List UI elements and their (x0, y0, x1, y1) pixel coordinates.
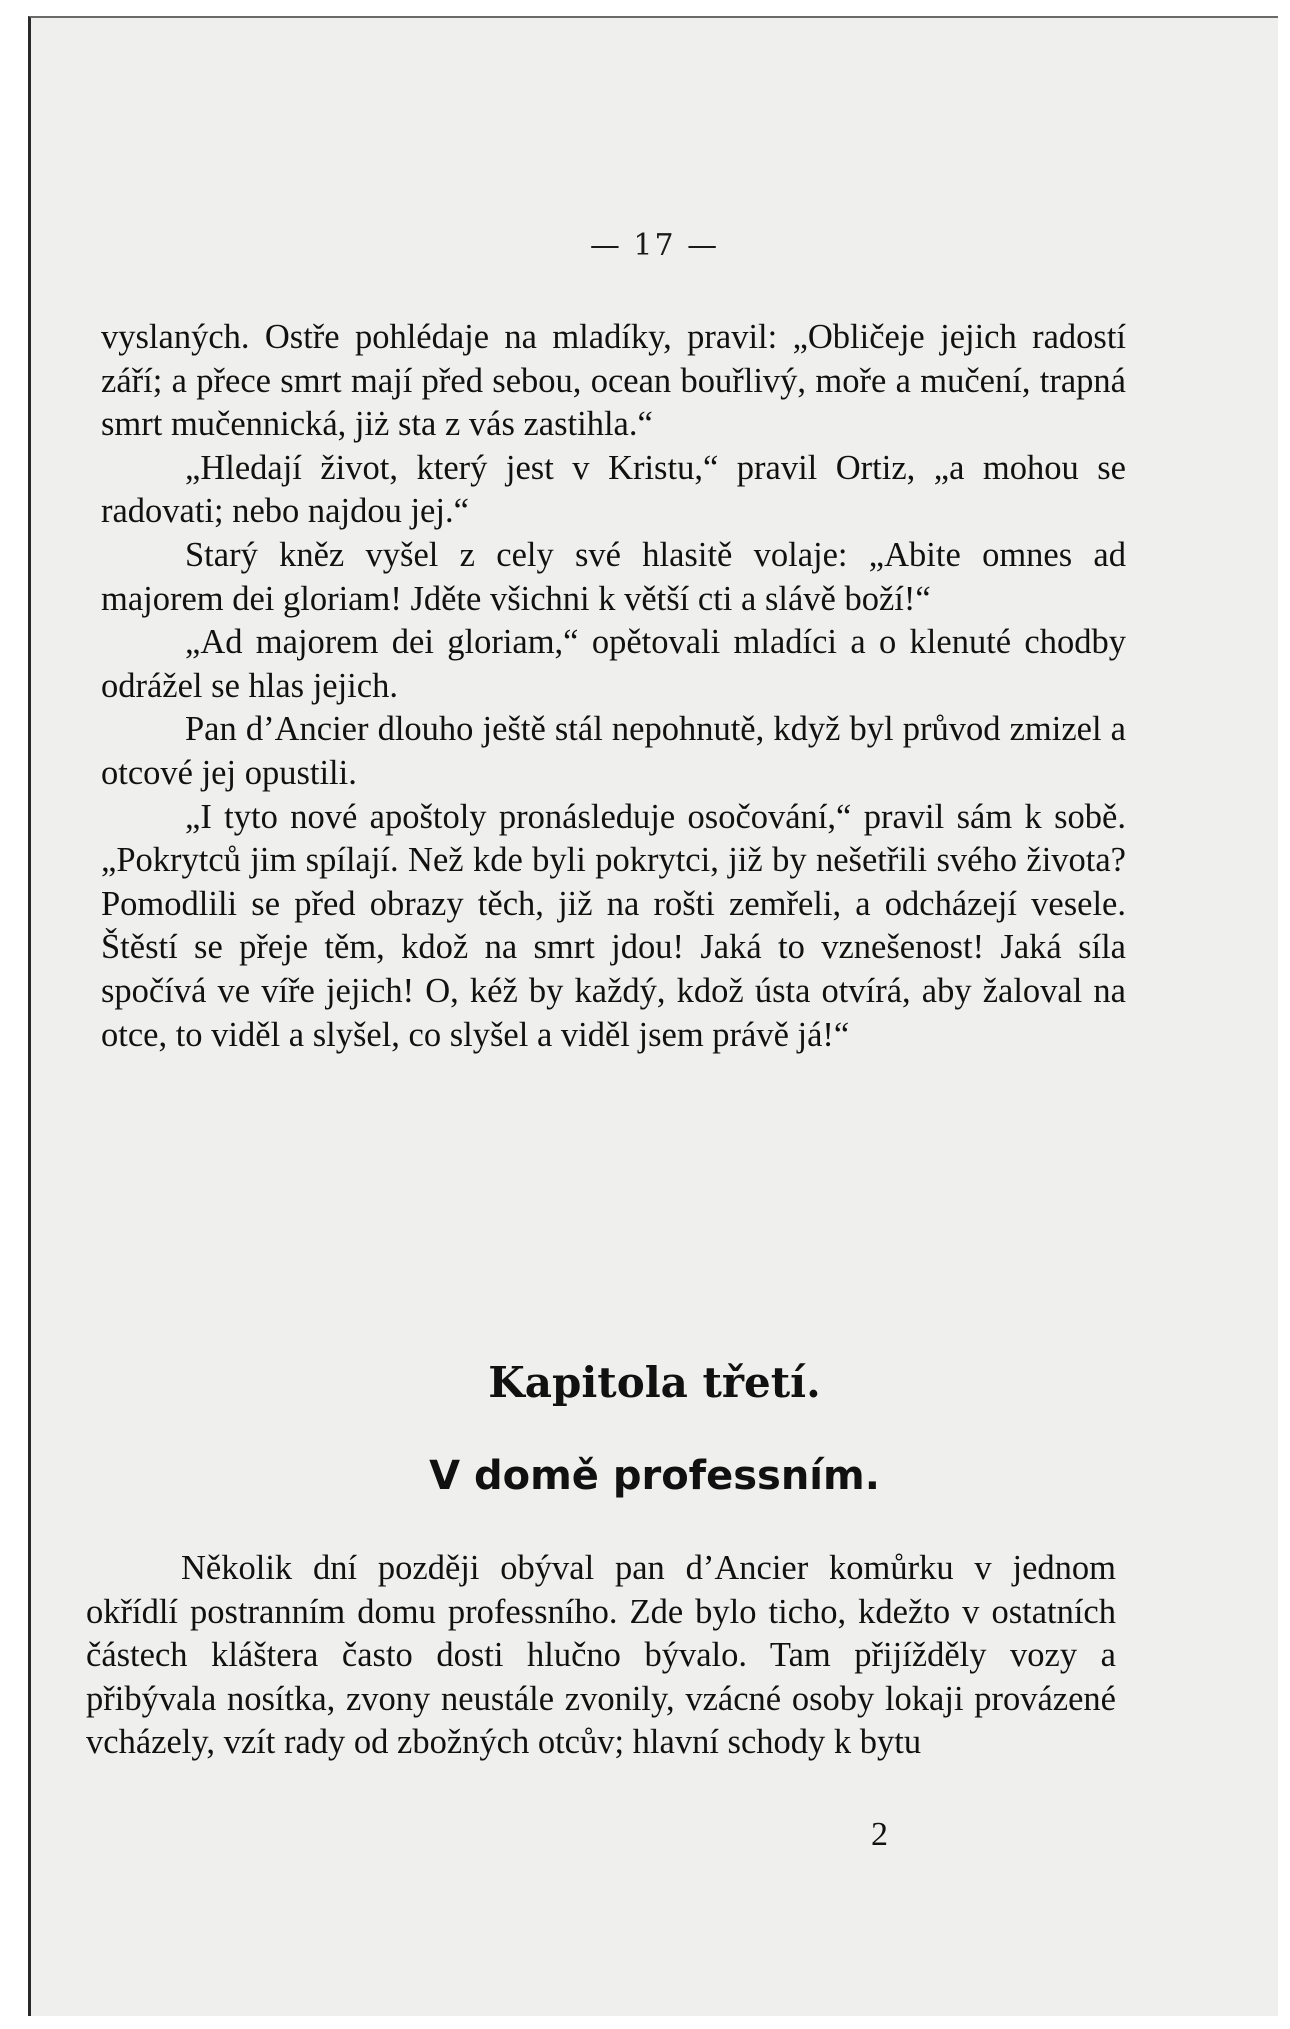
page-number: — 17 — (589, 228, 720, 263)
paragraph: Pan d’Ancier dlouho ještě stál nepohnutě, když byl průvod zmizel a otcové jej opustili. (101, 710, 1126, 792)
paragraph: Několik dní později obýval pan d’Ancier komůrku v jednom okřídlí postranním domu professního. Zde bylo ticho, kdežto v ostatních částech kláštera často dosti hlučno bývalo. Tam přijížděly vozy a přibývala nosítka, zvony neustále zvonily, vzácné osoby lokaji provázené vcházely, vzít rady od zbožných otcův; hlavní schody k bytu (86, 1549, 1116, 1762)
body-text (101, 316, 1126, 1057)
chapter-body-text (86, 1547, 1116, 1765)
chapter-subtitle: V domě professním. (429, 1453, 880, 1499)
book-page (28, 16, 1278, 2016)
paragraph: Starý kněz vyšel z cely své hlasitě volaje: „Abite omnes ad majorem dei gloriam! Jděte všichni k větší cti a slávě boží!“ (101, 535, 1126, 618)
paragraph: vyslaných. Ostře pohlédaje na mladíky, pravil: „Obličeje jejich radostí září; a přece smrt mají před sebou, ocean bouřlivý, moře a mučení, trapná smrt mučennická, jiż sta z vás zastihla.“ (101, 318, 1126, 444)
chapter-title: Kapitola třetí. (488, 1358, 821, 1407)
paragraph: „Hledají život, který jest v Kristu,“ pravil Ortiz, „a mohou se radovati; nebo najdou jej.“ (101, 448, 1126, 531)
paragraph: „Ad majorem dei gloriam,“ opětovali mladíci a o klenuté chodby odrážel se hlas jejich. (101, 623, 1126, 705)
signature-mark: 2 (871, 1816, 888, 1853)
paragraph: „I tyto nové apoštoly pronásleduje osočování,“ pravil sám k sobě. „Pokrytců jim spílají. Než kde byli pokrytci, již by nešetřili svého života? Pomodlili se před obrazy těch, již na rošti zemřeli, a odcházejí vesele. Štěstí se přeje těm, kdož na smrt jdou! Jaká to vznešenost! Jaká síla spočívá ve víře jejich! O, kéž by každý, kdož ústa otvírá, aby žaloval na otce, to viděl a slyšel, co slyšel a viděl jsem právě já!“ (101, 797, 1126, 1054)
